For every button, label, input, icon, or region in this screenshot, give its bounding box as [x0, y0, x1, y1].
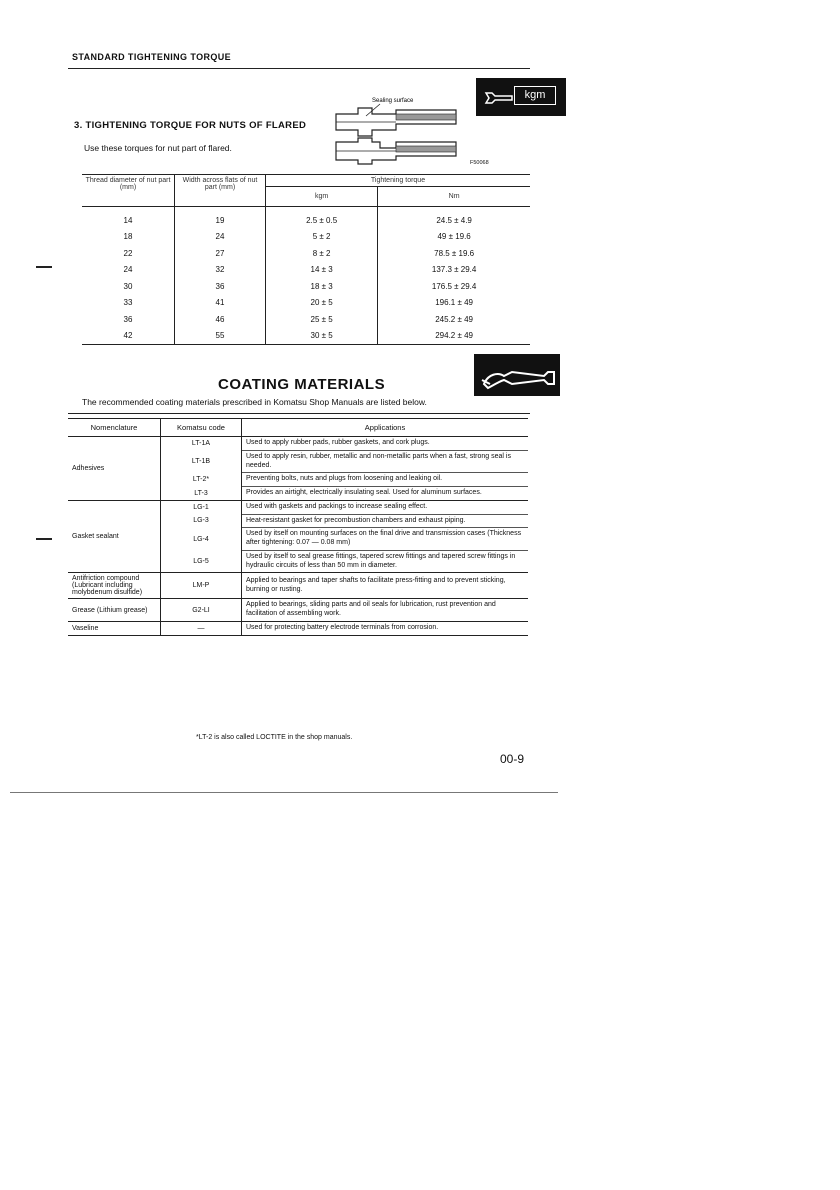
- header-title: STANDARD TIGHTENING TORQUE: [72, 52, 232, 62]
- nm-cell: 196.1 ± 49: [435, 298, 473, 308]
- thread-diameter-cell: 36: [82, 311, 175, 328]
- kgm-cell: 14 ± 3: [266, 262, 378, 279]
- width-across-flats-cell: 36: [175, 278, 266, 295]
- nm-cell: 137.3 ± 29.4: [431, 265, 477, 275]
- application-cell: Used to apply rubber pads, rubber gaskets, and cork plugs.: [242, 437, 529, 451]
- col-nm: Nm: [378, 187, 530, 207]
- torque-table-body: [82, 207, 530, 345]
- width-across-flats-cell: 55: [175, 328, 266, 345]
- col-kgm: kgm: [266, 187, 378, 207]
- width-across-flats-cell: 27: [175, 245, 266, 262]
- coating-title: COATING MATERIALS: [218, 376, 386, 393]
- nm-cell: 176.5 ± 29.4: [431, 281, 477, 291]
- komatsu-code-cell: LG-5: [161, 550, 242, 573]
- col-thread-diameter: Thread diameter of nut part (mm): [82, 175, 175, 207]
- width-across-flats-cell: 46: [175, 311, 266, 328]
- footnote: *LT-2 is also called LOCTITE in the shop manuals.: [196, 734, 353, 741]
- table-row: [82, 229, 530, 246]
- table-row: [68, 500, 528, 514]
- thread-diameter-cell: 30: [82, 278, 175, 295]
- torque-table: [82, 174, 530, 345]
- table-row: [82, 278, 530, 295]
- kgm-cell: 25 ± 5: [266, 311, 378, 328]
- kgm-label: kgm: [514, 86, 556, 105]
- coating-tube-badge: [474, 354, 560, 396]
- width-across-flats-cell: 19: [175, 207, 266, 229]
- kgm-cell: 30 ± 5: [266, 328, 378, 345]
- komatsu-code-cell: —: [161, 621, 242, 635]
- table-row: [68, 573, 528, 599]
- table-row: [82, 262, 530, 279]
- kgm-cell: 2.5 ± 0.5: [266, 207, 378, 229]
- bottom-rule: [10, 792, 558, 793]
- col-width-across-flats: Width across flats of nut part (mm): [175, 175, 266, 207]
- coating-rule: [68, 413, 530, 414]
- komatsu-code-cell: LM-P: [161, 573, 242, 599]
- komatsu-code-cell: LG-1: [161, 500, 242, 514]
- application-cell: Used by itself on mounting surfaces on the final drive and transmission cases (Thickness after tightening: 0.07 — 0.08 mm): [242, 528, 529, 551]
- komatsu-code-cell: LT-2*: [161, 473, 242, 487]
- komatsu-code-cell: G2-LI: [161, 599, 242, 622]
- kgm-cell: 5 ± 2: [266, 229, 378, 246]
- thread-diameter-cell: 33: [82, 295, 175, 312]
- application-cell: Used by itself to seal grease fittings, tapered screw fittings and tapered screw fittings in hydraulic circuits of less than 50 mm in diameter.: [242, 550, 529, 573]
- margin-mark: [36, 538, 52, 540]
- nm-cell: 24.5 ± 4.9: [436, 215, 472, 225]
- tube-icon: [474, 354, 560, 396]
- section-title: 3. TIGHTENING TORQUE FOR NUTS OF FLARED: [74, 120, 307, 131]
- col-applications: Applications: [242, 419, 529, 437]
- page-number: 00-9: [500, 752, 525, 766]
- kgm-cell: 8 ± 2: [266, 245, 378, 262]
- thread-diameter-cell: 22: [82, 245, 175, 262]
- thread-diameter-cell: 14: [82, 207, 175, 229]
- nomenclature-cell: Antifriction compound (Lubricant including molybdenum disulfide): [68, 573, 161, 599]
- section-description: Use these torques for nut part of flared.: [84, 143, 232, 153]
- komatsu-code-cell: LG-3: [161, 514, 242, 528]
- table-row: [68, 437, 528, 451]
- table-row: [82, 295, 530, 312]
- width-across-flats-cell: 24: [175, 229, 266, 246]
- kgm-badge: [476, 78, 566, 116]
- nomenclature-cell: Adhesives: [68, 437, 161, 501]
- komatsu-code-cell: LT-1A: [161, 437, 242, 451]
- nm-cell: 294.2 ± 49: [435, 331, 473, 341]
- coating-table-body: [68, 437, 528, 636]
- table-row: [82, 245, 530, 262]
- application-cell: Used with gaskets and packings to increase sealing effect.: [242, 500, 529, 514]
- application-cell: Heat-resistant gasket for precombustion chambers and exhaust piping.: [242, 514, 529, 528]
- nm-cell: 49 ± 19.6: [437, 232, 471, 242]
- application-cell: Applied to bearings and taper shafts to facilitate press-fitting and to prevent sticking, burning or rusting.: [242, 573, 529, 599]
- table-row: [68, 599, 528, 622]
- table-row: [82, 311, 530, 328]
- application-cell: Used for protecting battery electrode terminals from corrosion.: [242, 621, 529, 635]
- thread-diameter-cell: 42: [82, 328, 175, 345]
- komatsu-code-cell: LT-3: [161, 487, 242, 501]
- thread-diameter-cell: 18: [82, 229, 175, 246]
- width-across-flats-cell: 41: [175, 295, 266, 312]
- table-row: [82, 328, 530, 345]
- margin-mark: [36, 266, 52, 268]
- width-across-flats-cell: 32: [175, 262, 266, 279]
- nm-cell: 245.2 ± 49: [435, 314, 473, 324]
- application-cell: Preventing bolts, nuts and plugs from loosening and leaking oil.: [242, 473, 529, 487]
- col-nomenclature: Nomenclature: [68, 419, 161, 437]
- table-row: [82, 207, 530, 229]
- figure-code: F50068: [470, 160, 489, 166]
- table-row: [68, 621, 528, 635]
- col-tightening-torque: Tightening torque: [266, 175, 531, 187]
- application-cell: Used to apply resin, rubber, metallic and non-metallic parts when a fast, strong seal is needed.: [242, 450, 529, 473]
- nomenclature-cell: Grease (Lithium grease): [68, 599, 161, 622]
- application-cell: Applied to bearings, sliding parts and oil seals for lubrication, rust prevention and facilitation of assembling work.: [242, 599, 529, 622]
- header-rule: [68, 68, 530, 69]
- coating-table: [68, 418, 528, 636]
- kgm-cell: 18 ± 3: [266, 278, 378, 295]
- figure-label: Sealing surface: [372, 98, 414, 104]
- kgm-cell: 20 ± 5: [266, 295, 378, 312]
- coating-intro: The recommended coating materials prescribed in Komatsu Shop Manuals are listed below.: [82, 397, 427, 407]
- wrench-icon: [484, 90, 514, 106]
- komatsu-code-cell: LG-4: [161, 528, 242, 551]
- nomenclature-cell: Vaseline: [68, 621, 161, 635]
- application-cell: Provides an airtight, electrically insulating seal. Used for aluminum surfaces.: [242, 487, 529, 501]
- nm-cell: 78.5 ± 19.6: [434, 248, 475, 258]
- nomenclature-cell: Gasket sealant: [68, 500, 161, 573]
- col-komatsu-code: Komatsu code: [161, 419, 242, 437]
- thread-diameter-cell: 24: [82, 262, 175, 279]
- komatsu-code-cell: LT-1B: [161, 450, 242, 473]
